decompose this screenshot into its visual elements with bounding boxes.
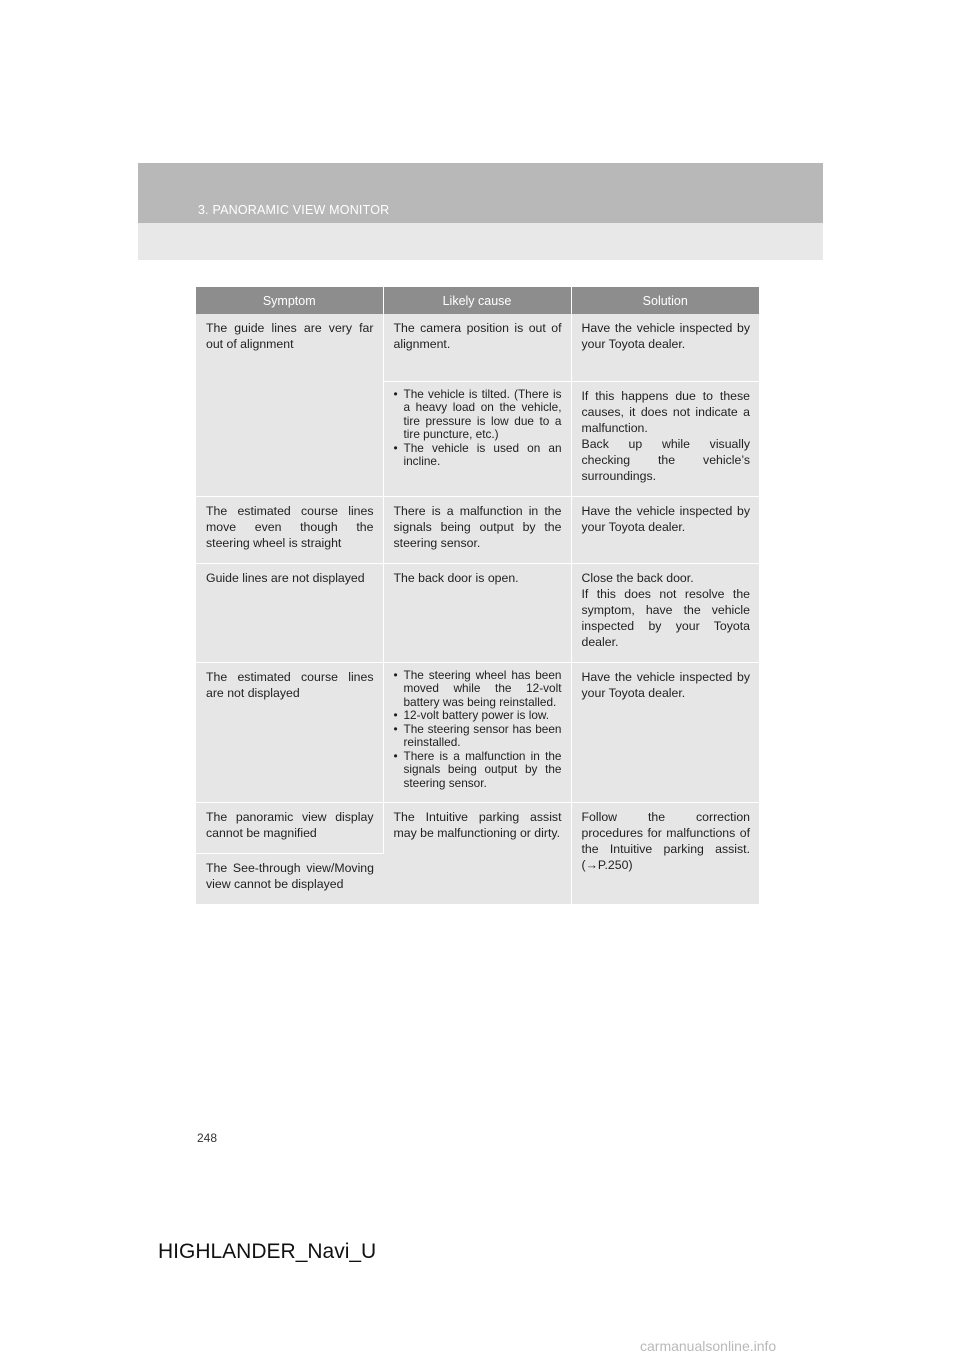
cause-cell: The camera position is out of alignment. xyxy=(383,314,571,381)
column-header-likely-cause: Likely cause xyxy=(383,287,571,314)
column-header-solution: Solution xyxy=(571,287,759,314)
column-header-symptom: Symptom xyxy=(196,287,383,314)
cause-cell xyxy=(383,381,571,496)
cause-bullet-list xyxy=(394,669,562,791)
list-item: • There is a malfunction in the signals being output by the steering sensor. xyxy=(394,750,562,791)
table-row xyxy=(196,496,759,563)
symptom-cell: The panoramic view display cannot be magnified xyxy=(196,803,383,854)
symptom-cell: The estimated course lines are not displayed xyxy=(196,662,383,803)
table-row xyxy=(196,662,759,803)
symptom-cell: Guide lines are not displayed xyxy=(196,563,383,662)
table-header-row xyxy=(196,287,759,314)
solution-cell xyxy=(571,381,759,496)
table-row xyxy=(196,563,759,662)
page-number: 248 xyxy=(197,1131,218,1145)
solution-line: Back up while visually checking the vehicle’s surroundings. xyxy=(581,436,750,483)
header-band xyxy=(138,163,823,260)
solution-line: Close the back door. xyxy=(581,570,694,585)
table-row xyxy=(196,803,759,854)
solution-line: If this happens due to these causes, it does not indicate a malfunction. xyxy=(581,388,750,435)
solution-cell: Have the vehicle inspected by your Toyota dealer. xyxy=(571,314,759,381)
symptom-cell: The See-through view/Moving view cannot be displayed xyxy=(196,854,383,905)
table-row xyxy=(196,314,759,381)
solution-cell xyxy=(571,563,759,662)
symptom-cell: The guide lines are very far out of alignment xyxy=(196,314,383,496)
list-item: • 12-volt battery power is low. xyxy=(394,709,562,723)
cause-cell: There is a malfunction in the signals being output by the steering sensor. xyxy=(383,496,571,563)
list-item: • The vehicle is used on an incline. xyxy=(394,442,562,469)
troubleshooting-table xyxy=(196,287,759,905)
header-top-bar xyxy=(138,163,823,223)
solution-cell: Have the vehicle inspected by your Toyota dealer. xyxy=(571,662,759,803)
solution-cell: Have the vehicle inspected by your Toyota dealer. xyxy=(571,496,759,563)
list-item: • The vehicle is tilted. (There is a heavy load on the vehicle, tire pressure is low due to a tire puncture, etc.) xyxy=(394,388,562,442)
watermark: carmanualsonline.info xyxy=(640,1338,777,1354)
solution-cell: Follow the correction procedures for malfunctions of the Intuitive parking assist. (→P.250) xyxy=(571,803,759,905)
cause-cell: The Intuitive parking assist may be malfunctioning or dirty. xyxy=(383,803,571,905)
section-title: 3. PANORAMIC VIEW MONITOR xyxy=(198,203,390,217)
symptom-cell: The estimated course lines move even though the steering wheel is straight xyxy=(196,496,383,563)
list-item: • The steering sensor has been reinstalled. xyxy=(394,723,562,750)
cause-bullet-list xyxy=(394,388,562,469)
document-id: HIGHLANDER_Navi_U xyxy=(158,1240,377,1263)
list-item: • The steering wheel has been moved while the 12-volt battery was being reinstalled. xyxy=(394,669,562,710)
cause-cell xyxy=(383,662,571,803)
cause-cell: The back door is open. xyxy=(383,563,571,662)
solution-line: If this does not resolve the symptom, have the vehicle inspected by your Toyota dealer. xyxy=(581,586,750,649)
